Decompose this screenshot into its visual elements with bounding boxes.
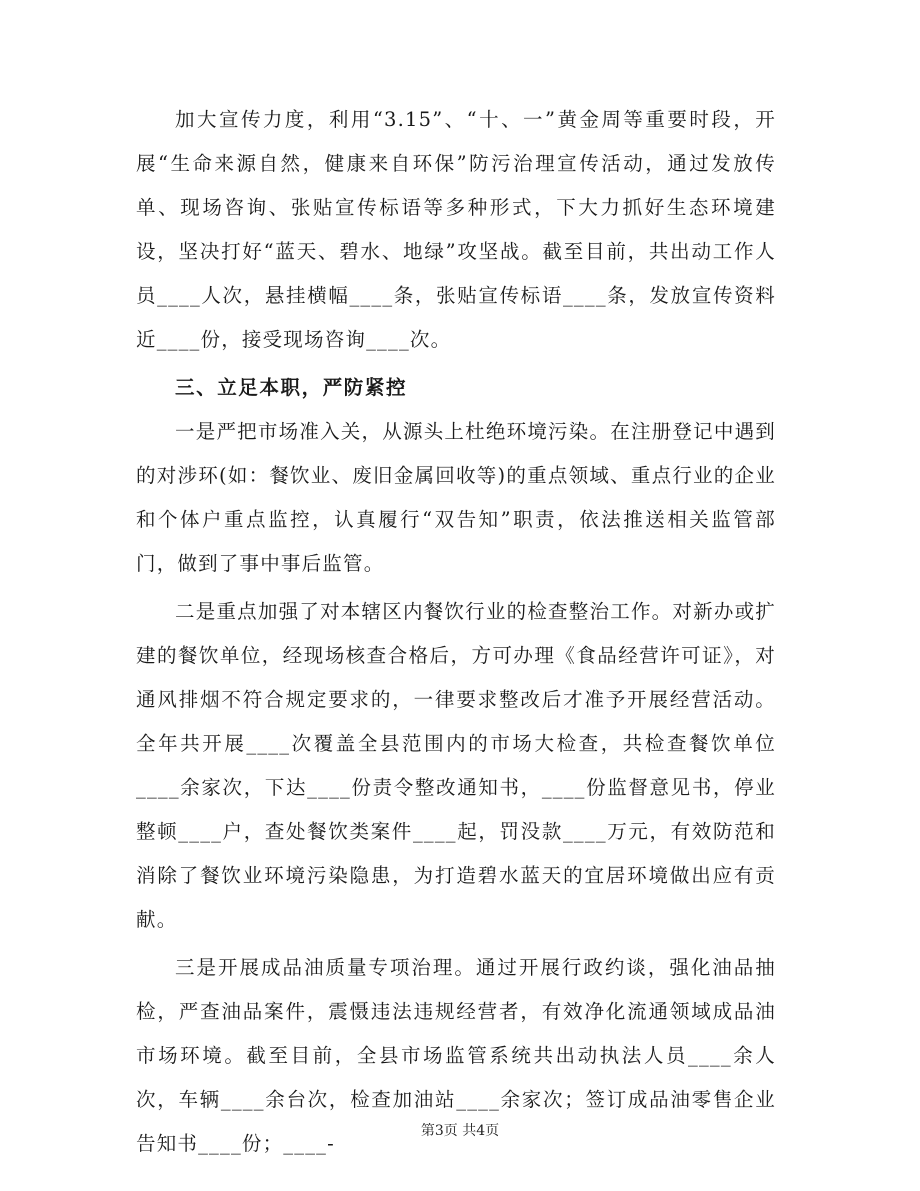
paragraph-market-access: 一是严把市场准入关，从源头上杜绝环境污染。在注册登记中遇到的对涉环(如：餐饮业、废旧金属回收等)的重点领域、重点行业的企业和个体户重点监控，认真履行“双告知”职责，依法推送相关监管部门，做到了事中事后监管。 <box>136 420 776 575</box>
paragraph-oil-quality: 三是开展成品油质量专项治理。通过开展行政约谈，强化油品抽检，严查油品案件，震慑违法违规经营者，有效净化流通领域成品油市场环境。截至目前，全县市场监管系统共出动执法人员____余人次，车辆____余台次，检查加油站____余家次；签订成品油零售企业告知书____份；____- <box>136 956 776 1155</box>
paragraph-catering-inspection: 二是重点加强了对本辖区内餐饮行业的检查整治工作。对新办或扩建的餐饮单位，经现场核查合格后，方可办理《食品经营许可证》，对通风排烟不符合规定要求的，一律要求整改后才准予开展经营活动。全年共开展____次覆盖全县范围内的市场大检查，共检查餐饮单位____余家次，下达____份责令整改通知书，____份监督意见书，停业整顿____户，查处餐饮类案件____起，罚没款____万元，有效防范和消除了餐饮业环境污染隐患，为打造碧水蓝天的宜居环境做出应有贡献。 <box>136 600 776 931</box>
page-number: 第3页 共4页 <box>420 1123 500 1139</box>
paragraph-publicity: 加大宣传力度，利用“3.15”、“十、一”黄金周等重要时段，开展“生命来源自然，健康来自环保”防污治理宣传活动，通过发放传单、现场咨询、张贴宣传标语等多种形式，下大力抓好生态环境建设，坚决打好“蓝天、碧水、地绿”攻坚战。截至目前，共出动工作人员____人次，悬挂横幅____条，张贴宣传标语____条，发放宣传资料近____份，接受现场咨询____次。 <box>136 108 776 351</box>
section-heading-3: 三、立足本职，严防紧控 <box>175 376 408 399</box>
document-body <box>136 98 776 1170</box>
